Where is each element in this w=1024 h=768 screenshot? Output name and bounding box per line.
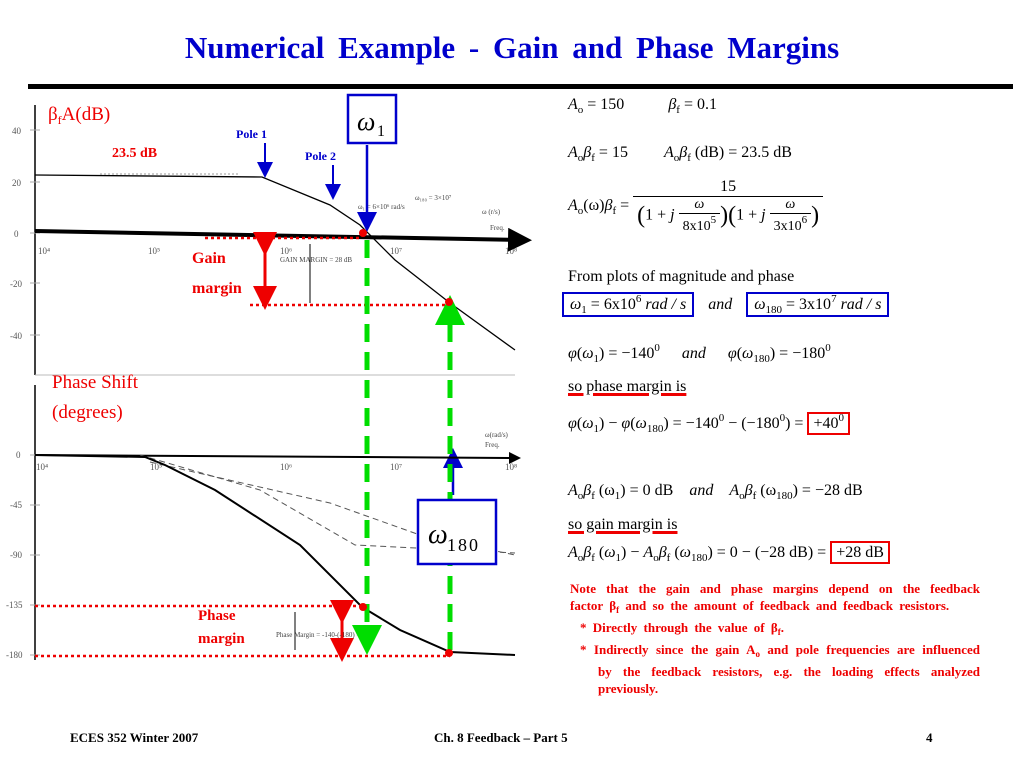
hand-phase-freq2: Freq. (485, 441, 500, 449)
hand-gain-margin: GAIN MARGIN = 28 dB (280, 256, 353, 264)
phase-tick-0: 0 (16, 450, 21, 460)
eq-phase-values: $\varphi(\omega_1) = -140^0$ and $\varphi(\omega_{180}) = -180^0$ (568, 342, 831, 365)
phase-xtick-1: 10⁴ (36, 462, 49, 472)
phase-xtick-4: 10⁷ (390, 462, 403, 472)
mag-xtick-4: 10⁷ (390, 246, 403, 256)
eq-phase-margin: $\varphi(\omega_1) - \varphi(\omega_{180}) = -140^0 - (-180^0) = +40^0$ (568, 412, 850, 435)
omega1-sub: 1 (377, 123, 385, 140)
hand-note-omega1: ω₁ = 6×10⁶ rad/s (358, 203, 405, 211)
omega1-mag-point (359, 229, 367, 237)
eq-gain-margin: $A_o\beta_f$ $(\omega_1) - A_o\beta_f$ $(\omega_{180}) = 0 - (-28$ dB) = +28 dB (568, 544, 890, 564)
phase-tick-45: -45 (10, 500, 22, 510)
mag-tick-m20: -20 (10, 279, 22, 289)
hand-phase-margin: Phase Margin = -140-(-180) = +40° (276, 631, 376, 639)
eq-transfer-function: $A_o(\omega)\beta_f$ = 15 (1 + j $\frac{\omega}{8x10^5}$ )(1 + j $\frac{\omega}{3x10^6}$ ) (568, 178, 823, 235)
phase-xtick-2: 10⁵ (150, 462, 163, 472)
eq-given-values: $A_o = 150$ $\beta_f = 0.1$ (568, 96, 717, 116)
zero-db-axis (35, 231, 520, 240)
mag-tick-m40: -40 (10, 331, 22, 341)
footer-course: ECES 352 Winter 2007 (70, 730, 199, 745)
gain-margin-label-2: margin (192, 280, 242, 297)
pole1-label: Pole 1 (236, 127, 267, 141)
so-gain-margin-text: so gain margin is (568, 516, 678, 533)
phase-axis-label-2: (degrees) (52, 402, 123, 423)
feedback-note: Note that the gain and phase margins depend on the feedback factor $\beta_f$ and so the amount of feedback and feedback resistors. * Directly through the value of $\beta_f$. * Indirectly since the gain $A_o$ and pole frequencies are influenced by the feedback resistors, e.g. the loading effects analyzed previously. (570, 581, 980, 696)
hand-phase-freq: ω(rad/s) (485, 431, 508, 439)
phase-tick-180: -180 (6, 650, 23, 660)
omega1-phase-point (359, 603, 367, 611)
phase-tick-90: -90 (10, 550, 22, 560)
hand-note-freq2: Freq. (490, 224, 505, 232)
eq-gain-at-omegas: $A_o\beta_f$ $(\omega_1) = 0$ dB and $A_o\beta_f$ $(\omega_{180}) = -28$ dB (568, 482, 863, 502)
mag-tick-40: 40 (12, 126, 21, 136)
mag-xtick-1: 10⁴ (38, 246, 51, 256)
phase-xtick-5: 10⁸ (505, 462, 518, 472)
magnitude-axis-label: $\beta_fA(dB)$ (48, 104, 111, 127)
phase-tick-135: -135 (6, 600, 23, 610)
phase-xtick-3: 10⁶ (280, 462, 293, 472)
phase-margin-label: Phase (198, 608, 236, 624)
omega180-sub: 180 (447, 535, 480, 555)
pole2-label: Pole 2 (305, 149, 336, 163)
mag-tick-20: 20 (12, 178, 21, 188)
mag-xtick-3: 10⁶ (280, 246, 293, 256)
so-phase-margin-text: so phase margin is (568, 378, 687, 395)
level-label: 23.5 dB (112, 146, 158, 161)
omega180-phase-point (445, 649, 453, 657)
omega1-symbol: ω (357, 107, 376, 136)
from-plots-text: From plots of magnitude and phase (568, 268, 795, 285)
eq-loop-gain: $A_o\beta_f = 15$ $A_o\beta_f$ (dB) = 23.5 dB (568, 144, 792, 164)
footer-chapter: Ch. 8 Feedback – Part 5 (434, 730, 568, 745)
omega180-mag-point (445, 298, 453, 306)
mag-xtick-2: 10⁵ (148, 246, 161, 256)
gain-margin-label: Gain (192, 250, 226, 267)
mag-tick-0: 0 (14, 229, 19, 239)
mag-xtick-5: 10⁸ (505, 246, 518, 256)
title-rule (28, 84, 1013, 89)
footer-page-number: 4 (926, 730, 933, 745)
hand-note-omega180: ω₁₈₀ = 3×10⁷ (415, 194, 452, 202)
eq-omega-values: $\omega_1 = 6x10^6$ rad / s and $\omega_{180} = 3x10^7$ rad / s (562, 293, 889, 316)
page-title: Numerical Example - Gain and Phase Margins (184, 30, 840, 65)
phase-axis-label: Phase Shift (52, 372, 139, 393)
phase-margin-label-2: margin (198, 631, 245, 647)
omega180-symbol: ω (428, 519, 448, 550)
hand-note-freq: ω (r/s) (482, 208, 501, 216)
